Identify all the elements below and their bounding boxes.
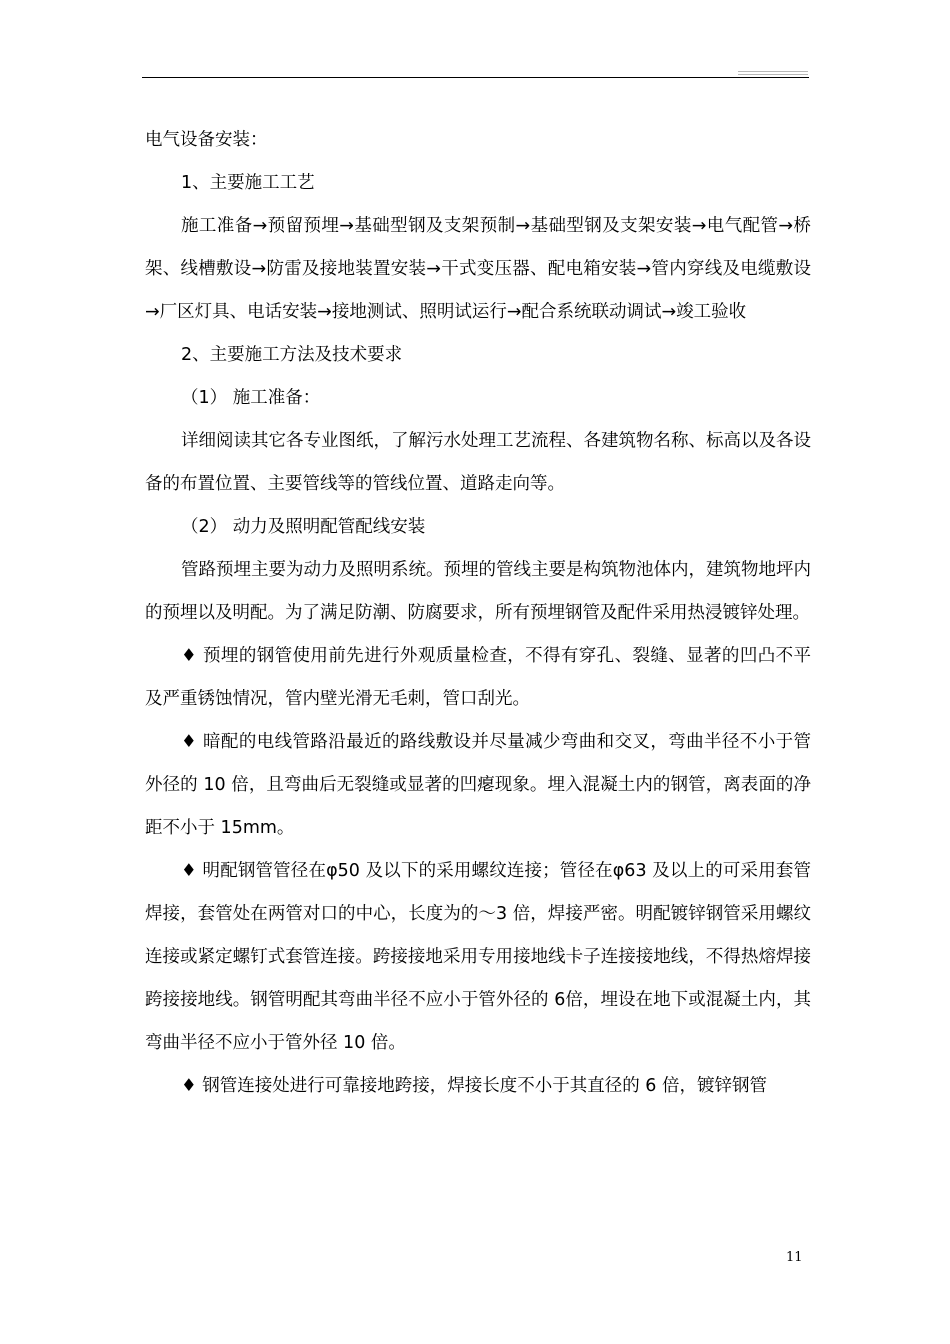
document-body xyxy=(145,119,811,1108)
item-heading: （1） 施工准备： xyxy=(181,388,321,408)
subsection-heading: 2、主要施工方法及技术要求 xyxy=(181,345,403,365)
bullet-paragraph: ♦ 钢管连接处进行可靠接地跨接，焊接长度不小于其直径的 6 倍，镀锌钢管 xyxy=(181,1076,768,1096)
item-heading: （2） 动力及照明配管配线安装 xyxy=(181,517,426,537)
bullet-paragraph: ♦ 预埋的钢管使用前先进行外观质量检查，不得有穿孔、裂缝、显著的凹凸不平及严重锈蚀情况，管内壁光滑无毛刺，管口刮光。 xyxy=(145,646,811,709)
header-decoration-line xyxy=(738,74,808,75)
header-decoration-line xyxy=(738,71,808,72)
bullet-paragraph: ♦ 暗配的电线管路沿最近的路线敷设并尽量减少弯曲和交叉，弯曲半径不小于管外径的 10 倍，且弯曲后无裂缝或显著的凹瘪现象。埋入混凝土内的钢管，离表面的净距不小于 15mm。 xyxy=(145,732,811,838)
process-flow-paragraph: 施工准备→预留预埋→基础型钢及支架预制→基础型钢及支架安装→电气配管→桥架、线槽敷设→防雷及接地装置安装→干式变压器、配电箱安装→管内穿线及电缆敷设→厂区灯具、电话安装→接地测试、照明试运行→配合系统联动调试→竣工验收 xyxy=(145,216,811,322)
body-paragraph: 详细阅读其它各专业图纸，了解污水处理工艺流程、各建筑物名称、标高以及各设备的布置位置、主要管线等的管线位置、道路走向等。 xyxy=(145,431,811,494)
header-rule xyxy=(142,77,809,78)
body-paragraph: 管路预埋主要为动力及照明系统。预埋的管线主要是构筑物池体内，建筑物地坪内的预埋以及明配。为了满足防潮、防腐要求，所有预埋钢管及配件采用热浸镀锌处理。 xyxy=(145,560,811,623)
section-heading: 电气设备安装： xyxy=(145,130,268,150)
page-number: 11 xyxy=(786,1250,803,1265)
bullet-paragraph: ♦ 明配钢管管径在φ50 及以下的采用螺纹连接；管径在φ63 及以上的可采用套管焊接，套管处在两管对口的中心，长度为的～3 倍，焊接严密。明配镀锌钢管采用螺纹连接或紧定螺钉式套管连接。跨接接地采用专用接地线卡子连接接地线，不得热熔焊接跨接接地线。钢管明配其弯曲半径不应小于管外径的 6倍，埋设在地下或混凝土内，其弯曲半径不应小于管外径 10 倍。 xyxy=(145,861,811,1053)
subsection-heading: 1、主要施工工艺 xyxy=(181,173,315,193)
